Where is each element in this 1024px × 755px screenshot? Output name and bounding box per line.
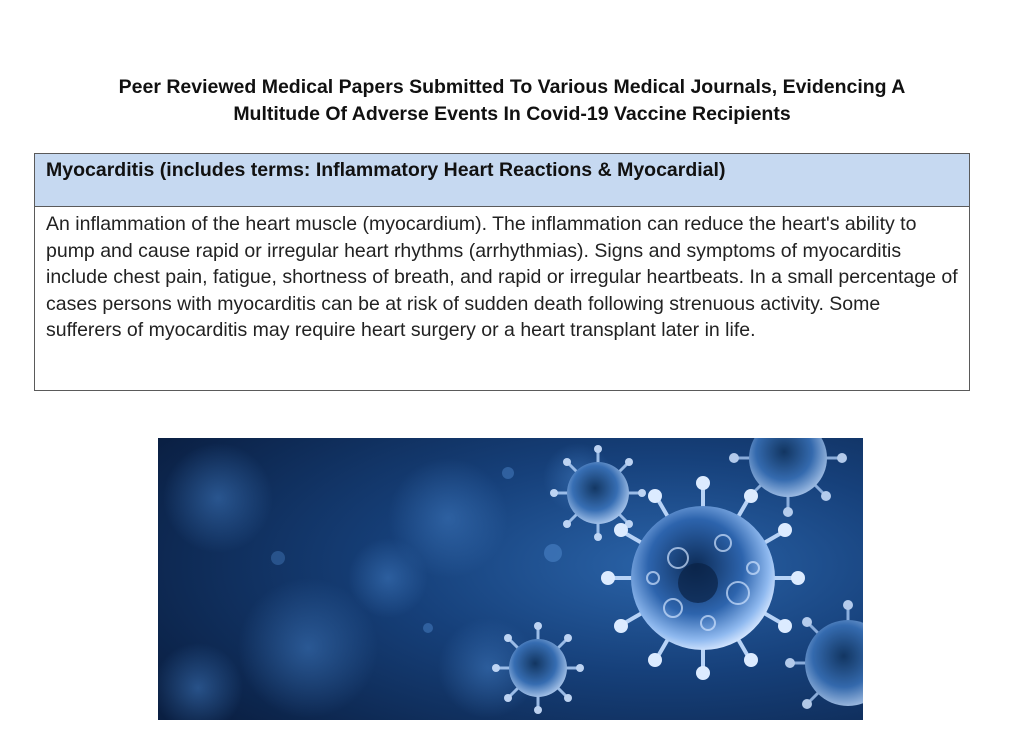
term-definition-table: [34, 153, 970, 391]
term-heading: Myocarditis (includes terms: Inflammatory Heart Reactions & Myocardial): [46, 159, 726, 181]
term-definition-cell: [35, 207, 969, 344]
document-title-line-2: Multitude Of Adverse Events In Covid-19 Vaccine Recipients: [233, 103, 791, 125]
virus-illustration-image: [158, 438, 863, 720]
term-heading-cell: [35, 154, 969, 207]
document-title-line-1: Peer Reviewed Medical Papers Submitted To Various Medical Journals, Evidencing A: [118, 76, 906, 98]
virus-illustration-icon: [158, 438, 863, 720]
term-definition-text: An inflammation of the heart muscle (myocardium). The inflammation can reduce the heart's ability to pump and cause rapid or irregular heart rhythms (arrhythmias). Signs and symptoms of myocarditis include chest pain, fatigue, shortness of breath, and rapid or irregular heartbeats. In a small percentage of cases persons with myocarditis can be at risk of sudden death following strenuous activity. Some sufferers of myocarditis may require heart surgery or a heart transplant later in life.: [46, 213, 958, 341]
document-title: [0, 74, 1024, 128]
